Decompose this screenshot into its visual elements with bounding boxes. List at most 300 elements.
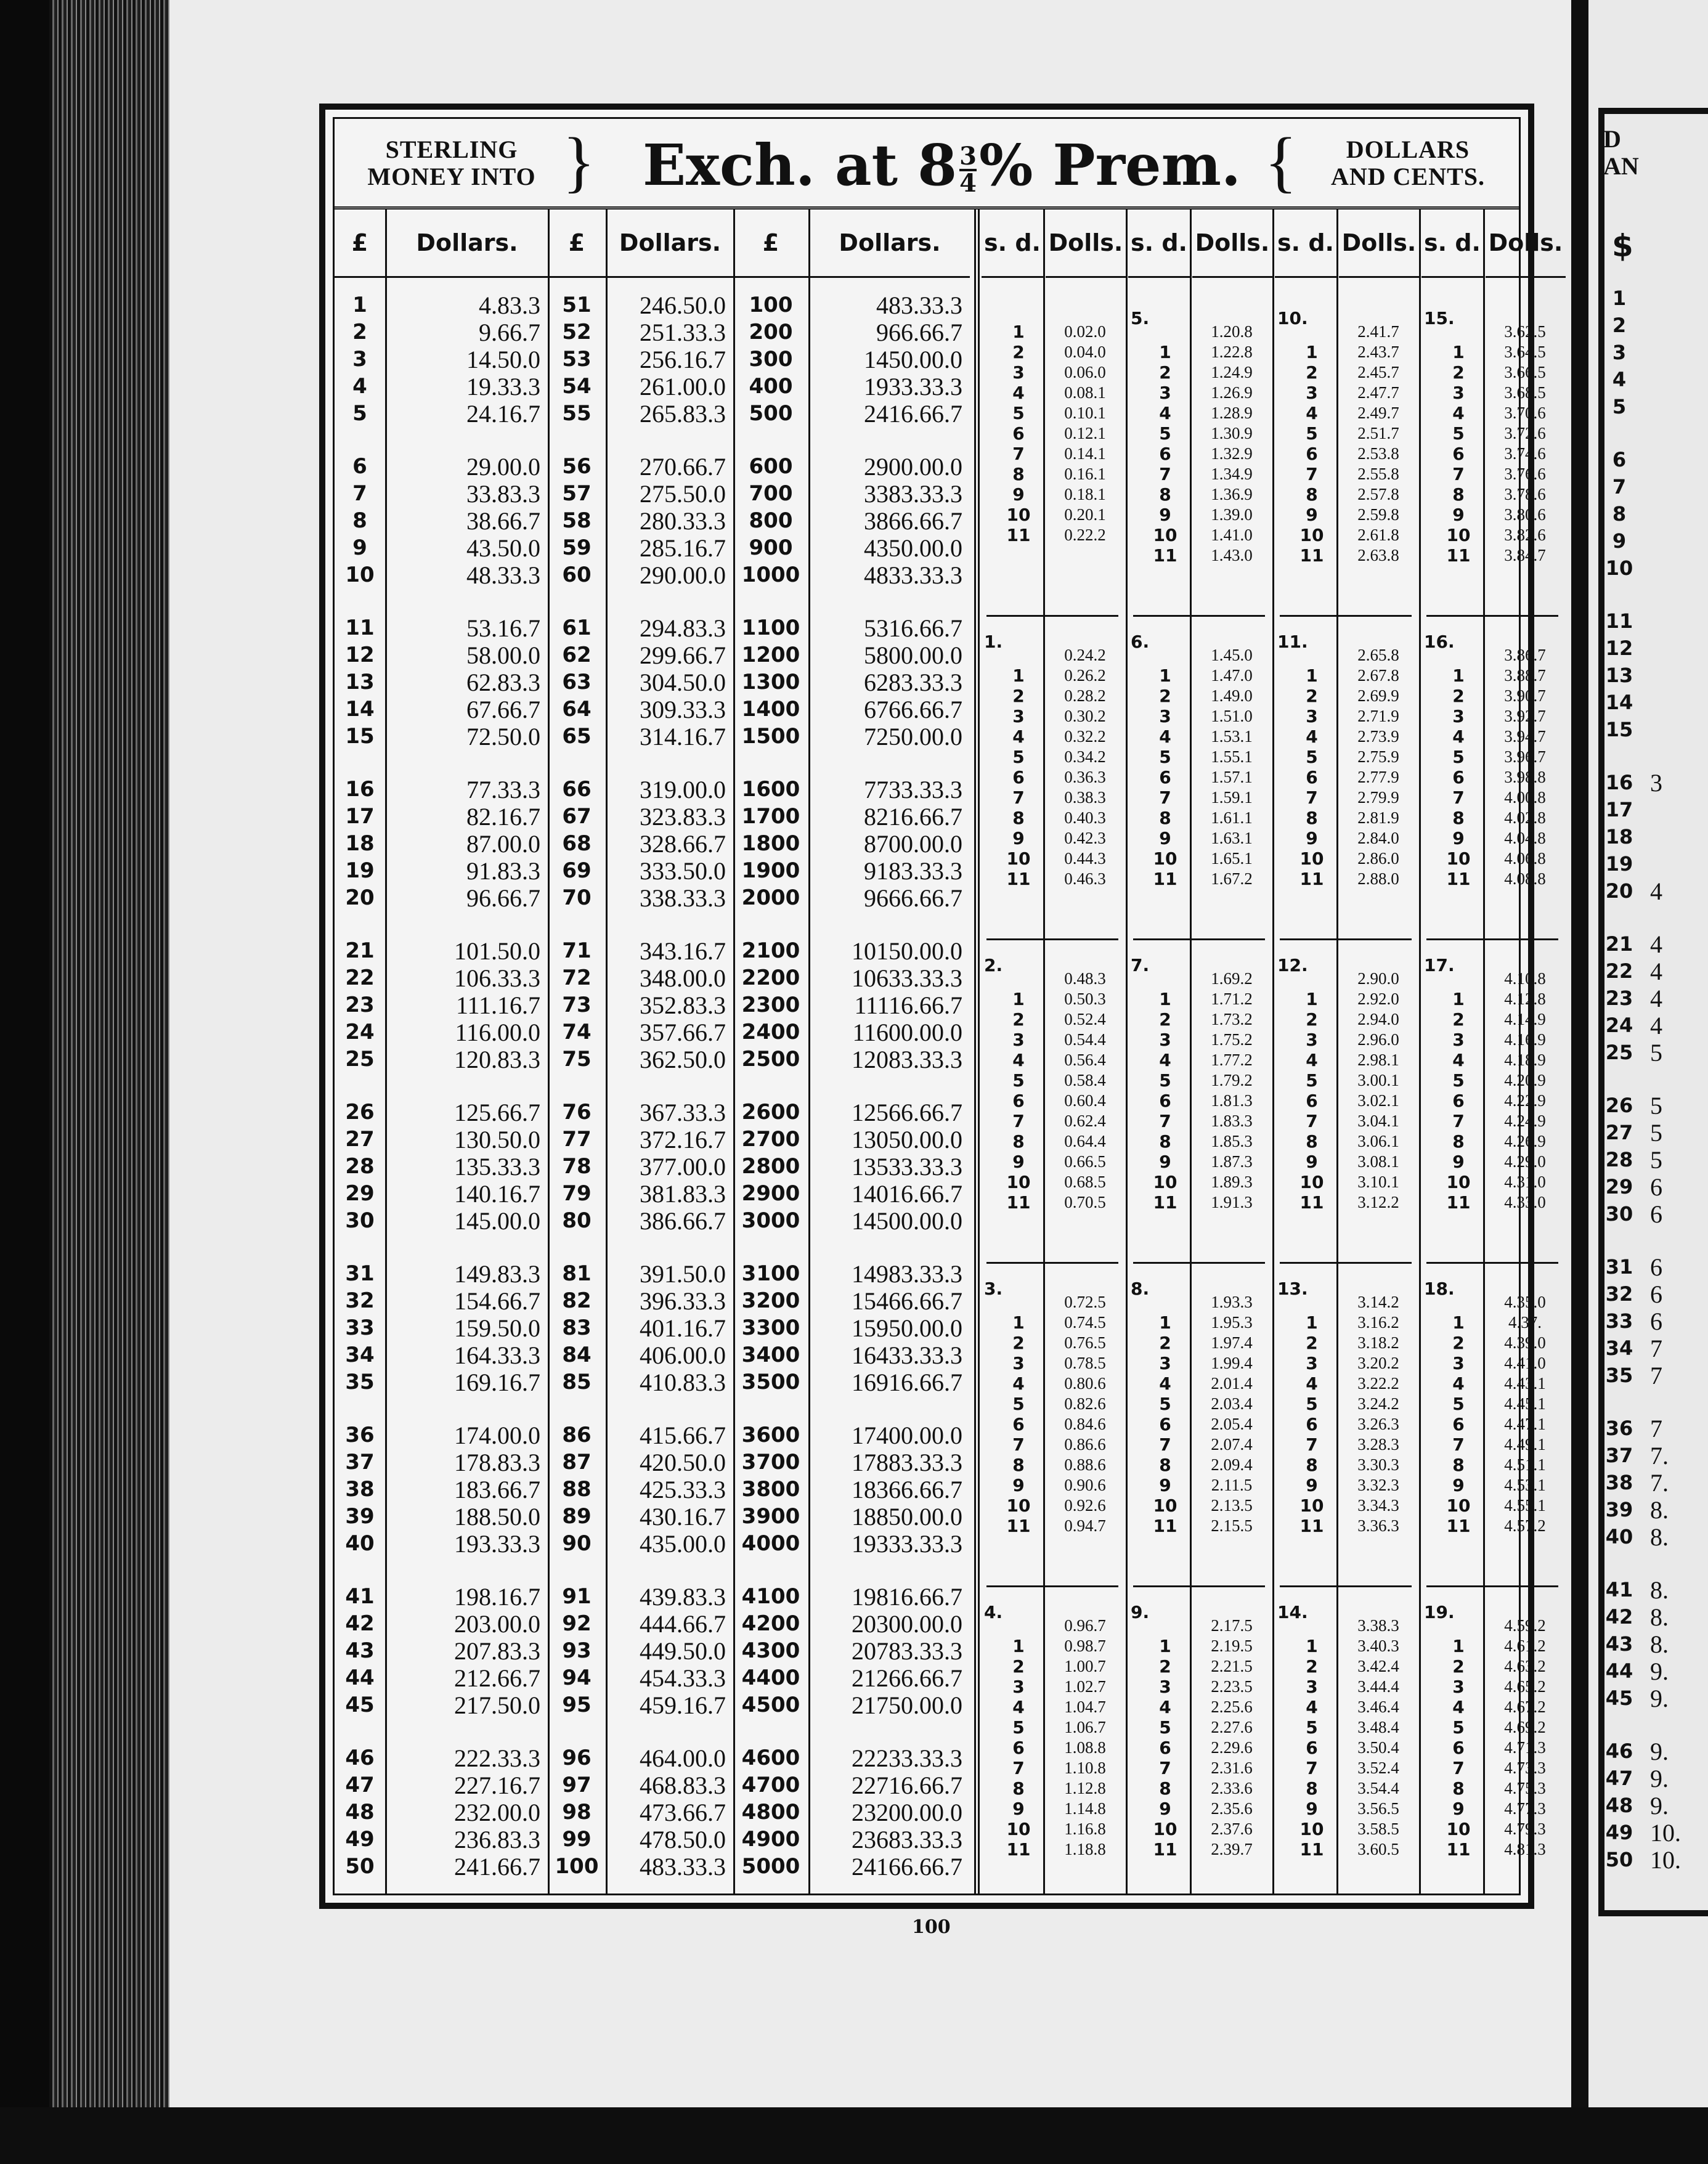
dollar-value: 251.33.3 <box>640 319 726 346</box>
dolls-value: 0.42.3 <box>1064 829 1106 847</box>
pence-label: 3 <box>1012 1030 1025 1050</box>
pound-amount: 56 <box>562 454 592 479</box>
pence-label: 10 <box>1299 848 1324 869</box>
pound-amount: 2500 <box>741 1047 800 1072</box>
dolls-value: 0.18.1 <box>1064 485 1106 503</box>
dollar-value: 483.33.3 <box>640 1853 726 1881</box>
block-separator <box>1280 615 1412 617</box>
dollar-value: 77.33.3 <box>466 776 540 803</box>
dolls-value: 4.61.2 <box>1504 1637 1546 1655</box>
next-partial-value: 8. <box>1650 1603 1669 1631</box>
dolls-value: 0.74.5 <box>1064 1313 1106 1332</box>
pence-label: 11 <box>1153 1516 1177 1536</box>
pence-label: 4 <box>1306 1050 1318 1070</box>
block-separator <box>1280 938 1412 940</box>
next-dollar-amount: 12 <box>1605 637 1633 660</box>
dollar-value: 396.33.3 <box>640 1287 726 1315</box>
pence-label: 9 <box>1452 505 1465 525</box>
dolls-value: 1.85.3 <box>1211 1132 1253 1150</box>
dolls-column-header: Dolls. <box>1046 209 1126 278</box>
pence-label: 6 <box>1159 1091 1171 1111</box>
pence-label: 7 <box>1159 1111 1171 1131</box>
dollar-value: 154.66.7 <box>454 1287 540 1315</box>
dollar-value: 270.66.7 <box>640 453 726 481</box>
dolls-value: 0.40.3 <box>1064 808 1106 827</box>
next-dollar-amount: 19 <box>1605 852 1633 876</box>
pence-label: 2 <box>1452 362 1465 383</box>
next-dollar-amount: 38 <box>1605 1471 1633 1494</box>
pence-label: 8 <box>1159 1455 1171 1475</box>
pence-label: 1 <box>1306 989 1318 1009</box>
pound-amount: 53 <box>562 347 592 372</box>
dollar-value: 106.33.3 <box>454 964 540 992</box>
pence-label: 6 <box>1012 1738 1025 1758</box>
fraction <box>959 144 977 196</box>
pound-amount: 3800 <box>741 1477 800 1502</box>
dollar-value: 483.33.3 <box>876 291 962 319</box>
pence-label: 4 <box>1159 1373 1171 1394</box>
dolls-value: 0.02.0 <box>1064 322 1106 341</box>
next-dollar-amount: 32 <box>1605 1282 1633 1306</box>
pound-amount: 86 <box>562 1423 592 1447</box>
dollar-value: 174.00.0 <box>454 1422 540 1449</box>
dollar-value: 24166.66.7 <box>852 1853 962 1881</box>
left-brace: } <box>563 124 595 199</box>
dolls-value: 2.33.6 <box>1211 1779 1253 1797</box>
pence-label: 6 <box>1306 767 1318 787</box>
pence-label: 11 <box>1446 1192 1471 1213</box>
pence-label: 8 <box>1306 1778 1318 1799</box>
dollar-column-header: $ <box>1612 228 1633 264</box>
pence-label: 6 <box>1159 444 1171 464</box>
dolls-value: 2.92.0 <box>1357 990 1399 1008</box>
pence-label: 4 <box>1452 403 1465 423</box>
pence-label: 8 <box>1012 808 1025 828</box>
dolls-value: 1.87.3 <box>1211 1152 1253 1171</box>
dollar-value: 212.66.7 <box>454 1664 540 1692</box>
shilling-label: 15. <box>1424 308 1455 328</box>
dollar-value: 333.50.0 <box>640 857 726 885</box>
dolls-value: 0.36.3 <box>1064 768 1106 786</box>
dolls-value: 1.18.8 <box>1064 1840 1106 1858</box>
pound-amount: 37 <box>345 1450 375 1475</box>
dolls-value: 3.26.3 <box>1357 1415 1399 1433</box>
pound-amount: 700 <box>749 481 793 506</box>
dolls-value: 3.38.3 <box>1357 1616 1399 1635</box>
dollar-value: 183.66.7 <box>454 1476 540 1503</box>
dolls-value: 1.89.3 <box>1211 1173 1253 1191</box>
dolls-value: 1.39.0 <box>1211 505 1253 524</box>
pound-amount: 3500 <box>741 1370 800 1394</box>
pence-label: 11 <box>1446 869 1471 889</box>
next-dollar-amount: 25 <box>1605 1041 1633 1064</box>
dolls-value: 3.50.4 <box>1357 1738 1399 1757</box>
dolls-value: 4.79.3 <box>1504 1820 1546 1838</box>
dollar-value: 5800.00.0 <box>864 641 962 669</box>
dolls-value: 0.10.1 <box>1064 404 1106 422</box>
dolls-value: 0.12.1 <box>1064 424 1106 442</box>
dolls-value: 4.81.3 <box>1504 1840 1546 1858</box>
pence-label: 1 <box>1306 665 1318 686</box>
pence-label: 7 <box>1452 787 1465 808</box>
pound-amount: 2600 <box>741 1100 800 1125</box>
dollar-value: 72.50.0 <box>466 723 540 750</box>
pence-label: 1 <box>1306 1312 1318 1333</box>
pence-label: 4 <box>1012 1050 1025 1070</box>
dolls-value: 2.77.9 <box>1357 768 1399 786</box>
next-partial-value: 7 <box>1650 1362 1662 1389</box>
dolls-value: 4.39.0 <box>1504 1333 1546 1352</box>
dollar-value: 280.33.3 <box>640 507 726 535</box>
pence-label: 5 <box>1012 747 1025 767</box>
pence-label: 10 <box>1153 525 1177 545</box>
pound-amount: 13 <box>345 670 375 694</box>
pound-amount: 11 <box>345 616 375 640</box>
title-suffix: % Prem. <box>978 132 1241 198</box>
dolls-value: 2.73.9 <box>1357 727 1399 746</box>
dollar-value: 111.16.7 <box>455 991 540 1019</box>
block-separator <box>1133 615 1265 617</box>
dollar-value: 314.16.7 <box>640 723 726 750</box>
dolls-value: 2.81.9 <box>1357 808 1399 827</box>
next-dollar-amount: 45 <box>1605 1686 1633 1710</box>
pound-amount: 1300 <box>741 670 800 694</box>
pound-amount: 24 <box>345 1020 375 1044</box>
dolls-value: 0.78.5 <box>1064 1354 1106 1372</box>
dolls-value: 4.47.1 <box>1504 1415 1546 1433</box>
dollar-value: 11116.66.7 <box>854 991 962 1019</box>
next-dollar-amount: 40 <box>1605 1525 1633 1548</box>
pence-label: 9 <box>1159 1152 1171 1172</box>
pence-label: 5 <box>1306 1070 1318 1091</box>
pound-amount: 84 <box>562 1343 592 1367</box>
pound-amount: 50 <box>345 1854 375 1879</box>
pence-label: 9 <box>1012 1475 1025 1495</box>
pound-amount: 1400 <box>741 697 800 722</box>
fraction-denominator: 4 <box>959 169 977 198</box>
pound-amount: 42 <box>345 1611 375 1636</box>
pound-amount: 14 <box>345 697 375 722</box>
pence-label: 2 <box>1306 1009 1318 1030</box>
dolls-value: 1.93.3 <box>1211 1293 1253 1311</box>
pence-label: 1 <box>1306 1636 1318 1656</box>
dolls-value: 2.23.5 <box>1211 1677 1253 1696</box>
pence-label: 2 <box>1452 686 1465 706</box>
pence-label: 7 <box>1012 1758 1025 1778</box>
dolls-value: 2.53.8 <box>1357 444 1399 463</box>
pence-label: 8 <box>1159 1131 1171 1152</box>
dolls-value: 1.45.0 <box>1211 646 1253 664</box>
shilling-label: 7. <box>1131 955 1150 975</box>
dolls-value: 4.43.1 <box>1504 1374 1546 1393</box>
pence-label: 2 <box>1306 686 1318 706</box>
pence-label: 2 <box>1012 1009 1025 1030</box>
dolls-value: 2.79.9 <box>1357 788 1399 807</box>
dollar-value: 11600.00.0 <box>852 1019 962 1046</box>
pound-amount: 82 <box>562 1288 592 1313</box>
dolls-value: 1.59.1 <box>1211 788 1253 807</box>
next-dollar-amount: 43 <box>1605 1632 1633 1656</box>
pence-label: 1 <box>1012 1636 1025 1656</box>
pence-label: 4 <box>1452 1373 1465 1394</box>
next-partial-value: 4 <box>1650 958 1662 985</box>
pound-amount: 47 <box>345 1773 375 1797</box>
pence-label: 4 <box>1452 1050 1465 1070</box>
dolls-value: 3.36.3 <box>1357 1516 1399 1535</box>
next-partial-value: 4 <box>1650 930 1662 958</box>
pence-label: 5 <box>1452 747 1465 767</box>
pence-label: 7 <box>1012 1111 1025 1131</box>
exchange-table <box>333 117 1563 1895</box>
page-number: 100 <box>912 1916 951 1938</box>
column-rule <box>1126 209 1128 1894</box>
pence-label: 11 <box>1153 545 1177 566</box>
pence-label: 10 <box>1006 1495 1031 1516</box>
pence-label: 3 <box>1012 706 1025 726</box>
pence-label: 10 <box>1299 1172 1324 1192</box>
dollars-column-header: Dollars. <box>810 209 970 278</box>
dolls-value: 1.36.9 <box>1211 485 1253 503</box>
pence-label: 9 <box>1159 1475 1171 1495</box>
dolls-value: 0.08.1 <box>1064 383 1106 402</box>
dollar-value: 2900.00.0 <box>864 453 962 481</box>
pound-amount: 59 <box>562 535 592 560</box>
pound-amount: 58 <box>562 508 592 533</box>
dolls-value: 0.90.6 <box>1064 1476 1106 1494</box>
pence-label: 8 <box>1452 1778 1465 1799</box>
pence-label: 5 <box>1452 1717 1465 1738</box>
next-partial-value: 10. <box>1650 1819 1681 1847</box>
pence-label: 8 <box>1306 1455 1318 1475</box>
dolls-value: 2.86.0 <box>1357 849 1399 868</box>
dollar-value: 96.66.7 <box>466 884 540 912</box>
sd-column-header: s. d. <box>1421 209 1483 278</box>
dollar-value: 343.16.7 <box>640 937 726 965</box>
dolls-value: 2.15.5 <box>1211 1516 1253 1535</box>
pence-label: 3 <box>1012 1677 1025 1697</box>
dolls-value: 4.45.1 <box>1504 1394 1546 1413</box>
pound-amount: 2 <box>352 320 367 344</box>
pound-amount: 4100 <box>741 1584 800 1609</box>
dollar-value: 198.16.7 <box>454 1583 540 1611</box>
dolls-value: 1.69.2 <box>1211 969 1253 988</box>
pound-amount: 76 <box>562 1100 592 1125</box>
dollar-value: 8700.00.0 <box>864 830 962 858</box>
dolls-value: 3.82.6 <box>1504 526 1546 544</box>
pence-label: 10 <box>1153 1819 1177 1839</box>
dolls-value: 3.46.4 <box>1357 1698 1399 1716</box>
right-brace: { <box>1264 124 1297 199</box>
pound-amount: 63 <box>562 670 592 694</box>
dolls-value: 0.64.4 <box>1064 1132 1106 1150</box>
column-rule <box>1483 209 1485 1894</box>
pence-label: 3 <box>1012 362 1025 383</box>
sd-column-header: s. d. <box>982 209 1043 278</box>
pound-amount: 1100 <box>741 616 800 640</box>
pence-label: 10 <box>1153 848 1177 869</box>
pound-amount: 4800 <box>741 1800 800 1824</box>
pence-label: 6 <box>1159 1738 1171 1758</box>
dollar-value: 299.66.7 <box>640 641 726 669</box>
dolls-value: 3.22.2 <box>1357 1374 1399 1393</box>
dolls-value: 3.90.7 <box>1504 686 1546 705</box>
dollar-value: 420.50.0 <box>640 1449 726 1476</box>
dolls-value: 0.62.4 <box>1064 1112 1106 1130</box>
pound-amount: 10 <box>345 563 375 587</box>
dollar-value: 101.50.0 <box>454 937 540 965</box>
next-partial-value: 6 <box>1650 1253 1662 1281</box>
pound-amount: 3300 <box>741 1316 800 1340</box>
dollar-value: 222.33.3 <box>454 1744 540 1772</box>
dolls-value: 3.80.6 <box>1504 505 1546 524</box>
pence-label: 5 <box>1306 423 1318 444</box>
pence-label: 8 <box>1452 484 1465 505</box>
dollar-value: 410.83.3 <box>640 1369 726 1396</box>
dolls-value: 2.37.6 <box>1211 1820 1253 1838</box>
exchange-table-frame <box>319 104 1563 1909</box>
book-gutter <box>1571 0 1588 2164</box>
dolls-value: 4.53.1 <box>1504 1476 1546 1494</box>
pence-label: 9 <box>1012 1152 1025 1172</box>
pence-label: 5 <box>1306 1394 1318 1414</box>
pence-label: 9 <box>1306 1799 1318 1819</box>
dollar-value: 415.66.7 <box>640 1422 726 1449</box>
pound-amount: 19 <box>345 858 375 883</box>
pound-amount: 6 <box>352 454 367 479</box>
pence-label: 4 <box>1452 1697 1465 1717</box>
dollar-value: 372.16.7 <box>640 1126 726 1153</box>
dolls-value: 1.16.8 <box>1064 1820 1106 1838</box>
dollar-value: 82.16.7 <box>466 803 540 831</box>
dollar-value: 53.16.7 <box>466 614 540 642</box>
dolls-value: 0.20.1 <box>1064 505 1106 524</box>
dolls-value: 2.49.7 <box>1357 404 1399 422</box>
dolls-value: 3.92.7 <box>1504 707 1546 725</box>
pound-amount: 1500 <box>741 724 800 749</box>
dolls-value: 4.55.1 <box>1504 1496 1546 1515</box>
next-partial-value: 4 <box>1650 985 1662 1012</box>
shilling-label: 6. <box>1131 632 1150 652</box>
dollar-value: 91.83.3 <box>466 857 540 885</box>
pence-label: 2 <box>1159 1009 1171 1030</box>
dolls-value: 0.88.6 <box>1064 1455 1106 1474</box>
pound-amount: 69 <box>562 858 592 883</box>
block-separator <box>1426 938 1558 940</box>
dolls-value: 4.22.9 <box>1504 1091 1546 1110</box>
pound-amount: 27 <box>345 1127 375 1152</box>
pence-label: 3 <box>1452 1677 1465 1697</box>
pound-amount: 75 <box>562 1047 592 1072</box>
column-rule <box>1419 209 1421 1894</box>
pound-amount: 40 <box>345 1531 375 1556</box>
pence-label: 10 <box>1446 1172 1471 1192</box>
pence-label: 9 <box>1012 1799 1025 1819</box>
pound-amount: 1 <box>352 293 367 317</box>
pound-amount: 85 <box>562 1370 592 1394</box>
dolls-value: 1.63.1 <box>1211 829 1253 847</box>
next-dollar-amount: 13 <box>1605 664 1633 687</box>
pence-label: 7 <box>1306 787 1318 808</box>
dollar-value: 130.50.0 <box>454 1126 540 1153</box>
pence-label: 5 <box>1159 423 1171 444</box>
next-dollar-amount: 34 <box>1605 1336 1633 1360</box>
dollar-value: 120.83.3 <box>454 1046 540 1073</box>
pound-amount: 1600 <box>741 777 800 802</box>
dollar-value: 38.66.7 <box>466 507 540 535</box>
dolls-value: 0.30.2 <box>1064 707 1106 725</box>
next-partial-value: 5 <box>1650 1092 1662 1120</box>
pound-amount: 79 <box>562 1181 592 1206</box>
pence-label: 2 <box>1012 1656 1025 1677</box>
dollar-value: 464.00.0 <box>640 1744 726 1772</box>
dollar-value: 357.66.7 <box>640 1019 726 1046</box>
dollar-value: 135.33.3 <box>454 1153 540 1181</box>
next-dollar-amount: 24 <box>1605 1014 1633 1037</box>
pence-label: 1 <box>1012 665 1025 686</box>
next-partial-value: 9. <box>1650 1765 1669 1792</box>
dolls-value: 3.78.6 <box>1504 485 1546 503</box>
dolls-value: 3.76.6 <box>1504 465 1546 483</box>
dolls-value: 2.27.6 <box>1211 1718 1253 1736</box>
dollar-value: 188.50.0 <box>454 1503 540 1531</box>
next-dollar-amount: 9 <box>1612 529 1627 553</box>
dollar-value: 236.83.3 <box>454 1826 540 1853</box>
dolls-value: 3.00.1 <box>1357 1071 1399 1089</box>
dollar-value: 227.16.7 <box>454 1771 540 1799</box>
pence-label: 1 <box>1452 342 1465 362</box>
pence-label: 4 <box>1012 1697 1025 1717</box>
dolls-value: 1.26.9 <box>1211 383 1253 402</box>
dolls-value: 2.41.7 <box>1357 322 1399 341</box>
pound-amount: 97 <box>562 1773 592 1797</box>
pound-amount: 800 <box>749 508 793 533</box>
pence-label: 2 <box>1306 362 1318 383</box>
dolls-value: 2.03.4 <box>1211 1394 1253 1413</box>
pence-label: 4 <box>1012 726 1025 747</box>
pound-amount: 4200 <box>741 1611 800 1636</box>
dolls-value: 3.86.7 <box>1504 646 1546 664</box>
dollar-value: 21750.00.0 <box>852 1691 962 1719</box>
block-separator <box>1426 1585 1558 1587</box>
next-dollar-amount: 5 <box>1612 395 1627 418</box>
dolls-value: 0.92.6 <box>1064 1496 1106 1515</box>
scan-bottom-edge <box>0 2107 1708 2164</box>
pound-amount: 93 <box>562 1638 592 1663</box>
dollar-value: 62.83.3 <box>466 669 540 696</box>
dollar-value: 58.00.0 <box>466 641 540 669</box>
pence-label: 11 <box>1446 545 1471 566</box>
dollar-value: 435.00.0 <box>640 1530 726 1558</box>
dolls-value: 4.16.9 <box>1504 1030 1546 1049</box>
pence-label: 8 <box>1012 1778 1025 1799</box>
pound-column-header: £ <box>548 209 606 278</box>
pence-label: 11 <box>1299 869 1324 889</box>
pence-label: 2 <box>1452 1333 1465 1353</box>
dolls-value: 0.24.2 <box>1064 646 1106 664</box>
next-dollar-amount: 28 <box>1605 1148 1633 1171</box>
block-separator <box>1426 615 1558 617</box>
pence-label: 3 <box>1159 1030 1171 1050</box>
dolls-value: 3.28.3 <box>1357 1435 1399 1454</box>
dolls-value: 3.34.3 <box>1357 1496 1399 1515</box>
pence-label: 10 <box>1446 525 1471 545</box>
pound-amount: 22 <box>345 966 375 990</box>
next-partial-value: 9. <box>1650 1792 1669 1820</box>
next-partial-value: 7. <box>1650 1469 1669 1497</box>
dolls-value: 2.94.0 <box>1357 1010 1399 1028</box>
pound-amount: 90 <box>562 1531 592 1556</box>
next-dollar-amount: 27 <box>1605 1121 1633 1144</box>
